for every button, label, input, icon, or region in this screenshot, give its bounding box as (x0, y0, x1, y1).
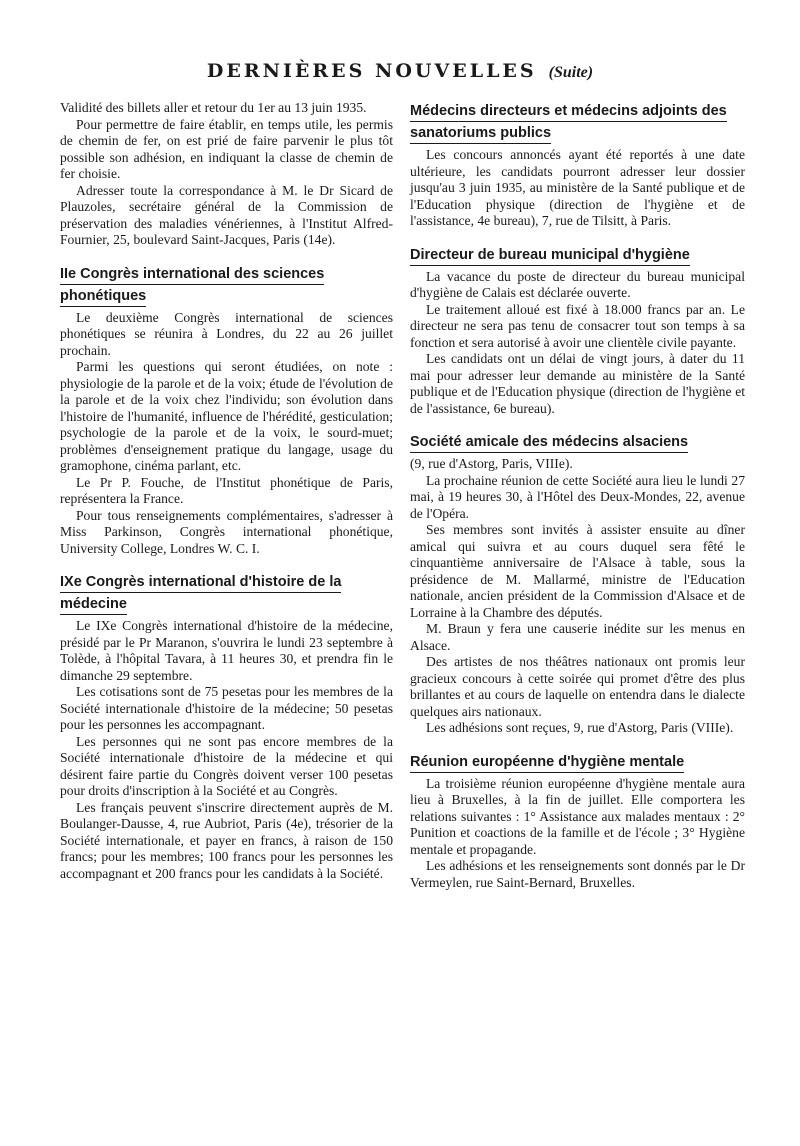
section-heading: IXe Congrès international d'histoire de la médecine (60, 571, 393, 615)
section-heading: Directeur de bureau municipal d'hygiène (410, 244, 745, 266)
medicine-history-congress-section (60, 571, 393, 882)
paragraph: Des artistes de nos théâtres nationaux ont promis leur gracieux concours à cette soirée qui promet d'être des plus brillantes et au cours de laquelle on entendra dans le dialecte quelques airs nationaux. (410, 654, 745, 719)
paragraph: Le traitement alloué est fixé à 18.000 francs par an. Le directeur ne sera pas tenu de consacrer tout son temps à sa fonction et sera autorisé à avoir une clientèle civile payante. (410, 301, 745, 350)
intro-paragraph: Pour permettre de faire établir, en temps utile, les permis de chemin de fer, on est prié de faire parvenir le plus tôt possible son adhésion, en indiquant la classe de chemin de fer choisie. (60, 116, 393, 181)
intro-section (60, 100, 393, 249)
phonetic-congress-section (60, 263, 393, 558)
paragraph: Le IXe Congrès international d'histoire de la médecine, présidé par le Pr Maranon, s'ouvrira le lundi 23 septembre à Tolède, à l'hôpital Tavara, à 11 heures 30, et prendra fin le dimanche 29 septembre. (60, 618, 393, 683)
section-heading: IIe Congrès international des sciences phonétiques (60, 263, 393, 307)
sanatoriums-section (410, 100, 745, 230)
paragraph: Pour tous renseignements complémentaires, s'adresser à Miss Parkinson, Congrès international phonétique, University College, Londres W. C. I. (60, 507, 393, 556)
page-header (0, 60, 800, 82)
paragraph: Les personnes qui ne sont pas encore membres de la Société internationale d'histoire de la médecine et qui désirent faire partie du Congrès doivent verser 100 pesetas pour droits d'inscription à la Société et au Congrès. (60, 733, 393, 798)
paragraph: Le deuxième Congrès international de sciences phonétiques se réunira à Londres, du 22 au 26 juillet prochain. (60, 309, 393, 358)
paragraph: La prochaine réunion de cette Société aura lieu le lundi 27 mai, à 19 heures 30, à l'Hôtel des Deux-Mondes, 22, avenue de l'Opéra. (410, 472, 745, 521)
section-heading: Réunion européenne d'hygiène mentale (410, 751, 745, 773)
paragraph: La vacance du poste de directeur du bureau municipal d'hygiène de Calais est déclarée ouverte. (410, 268, 745, 300)
paragraph: Les candidats ont un délai de vingt jours, à dater du 11 mai pour adresser leur demande au ministère de la Santé publique et de l'Education physique (direction de l'hygiène et de l'assistance, 6e bureau). (410, 351, 745, 416)
paragraph: Ses membres sont invités à assister ensuite au dîner amical qui suivra et au cours duquel sera fêté le cinquantième anniversaire de l'Alsace à table, sous la présidence de M. Mallarmé, ministre de l'Education nationale, ancien président de la Commission d'Alsace et de Lorraine à la Chambre des députés. (410, 522, 745, 620)
section-heading: Médecins directeurs et médecins adjoints des sanatoriums publics (410, 100, 745, 144)
paragraph: Les concours annoncés ayant été reportés à une date ultérieure, les candidats pourront adresser leur dossier jusqu'au 3 juin 1935, au ministère de la Santé publique et de l'Education physique (direction de l'hygiène et de l'assistance, 4e bureau), 7, rue de Tilsitt, à Paris. (410, 147, 745, 228)
right-column (410, 100, 745, 891)
paragraph: Le Pr P. Fouche, de l'Institut phonétique de Paris, représentera la France. (60, 474, 393, 506)
intro-paragraph: Adresser toute la correspondance à M. le Dr Sicard de Plauzoles, secrétaire général de la Commission de préservation des maladies vénériennes, à l'Institut Alfred-Fournier, 25, boulevard Saint-Jacques, Paris (14e). (60, 182, 393, 247)
mental-hygiene-section (410, 751, 745, 892)
paragraph: Parmi les questions qui seront étudiées, on note : physiologie de la parole et de la voix; étude de l'évolution de la parole et de la voix chez l'individu; son évolution dans l'histoire de l'humanité, influence de l'hérédité, gesticulation; psychologie de la parole et de la voix, le sourd-muet; problèmes d'enseignement pratique du langage, usage du gramophone, cinéma parlant, etc. (60, 359, 393, 473)
paragraph: Les adhésions sont reçues, 9, rue d'Astorg, Paris (VIIIe). (426, 720, 734, 735)
alsatian-doctors-section (410, 431, 745, 737)
section-heading-address: (9, rue d'Astorg, Paris, VIIIe). (410, 456, 573, 471)
paragraph: Les français peuvent s'inscrire directement auprès de M. Boulanger-Dausse, 4, rue Aubriot, Paris (4e), trésorier de la Société internationale, et payer en francs, à raison de 150 francs; pour les membres; 100 francs pour les personnes les accompagnant et 200 francs pour les candidats à la Société. (60, 799, 393, 881)
section-heading: Société amicale des médecins alsaciens (410, 431, 745, 453)
paragraph: La troisième réunion européenne d'hygiène mentale aura lieu à Bruxelles, à la fin de juillet. Elle comportera les relations suivantes : 1° Assistance aux malades mentaux : 2° Punition et coactions de la famille et de l'école ; 3° Hygiène mentale et propagande. (410, 775, 745, 857)
intro-paragraph: Validité des billets aller et retour du 1er au 13 juin 1935. (60, 100, 367, 115)
page-title-suite: (Suite) (548, 64, 594, 81)
paragraph: Les cotisations sont de 75 pesetas pour les membres de la Société internationale d'histoire de la médecine; 50 pesetas pour les personnes les accompagnant. (60, 684, 393, 732)
page-title: DERNIÈRES NOUVELLES (206, 60, 537, 82)
paragraph: Les adhésions et les renseignements sont donnés par le Dr Vermeylen, rue Saint-Bernard, Bruxelles. (410, 858, 745, 890)
paragraph: M. Braun y fera une causerie inédite sur les menus en Alsace. (410, 621, 745, 653)
hygiene-bureau-section (410, 244, 745, 418)
left-column (60, 100, 393, 882)
